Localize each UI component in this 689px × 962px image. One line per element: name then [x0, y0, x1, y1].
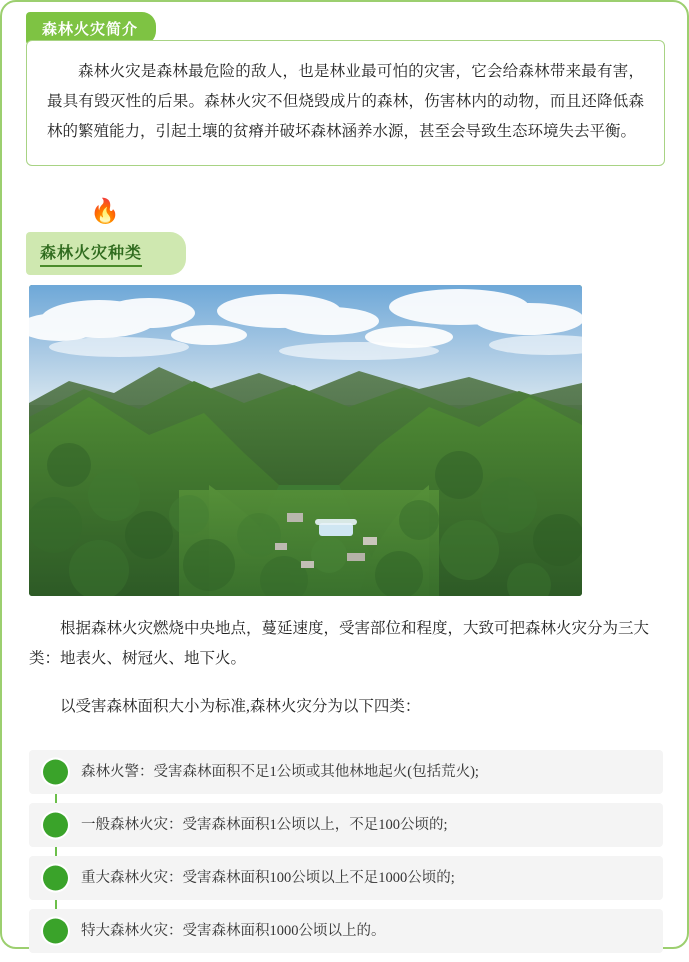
- forest-photo: [29, 285, 582, 596]
- fire-icon: 🔥: [90, 198, 120, 225]
- bullet-icon: [43, 919, 68, 944]
- types-paragraph-1: 根据森林火灾燃烧中央地点，蔓延速度，受害部位和程度，大致可把森林火灾分为三大类：地表火、树冠火、地下火。: [29, 620, 650, 667]
- list-item: [29, 856, 663, 900]
- bullet-icon: [43, 866, 68, 891]
- types-section-tab: [26, 232, 186, 275]
- intro-section-tab: 森林火灾简介: [26, 12, 156, 45]
- bullet-icon: [43, 760, 68, 785]
- types-section-tab-label: 森林火灾种类: [40, 240, 142, 267]
- list-item-label: 一般森林火灾：受害森林面积1公顷以上，不足100公顷的;: [81, 817, 448, 833]
- list-item: [29, 909, 663, 953]
- fire-category-list: [29, 750, 663, 962]
- bullet-icon: [43, 813, 68, 838]
- types-paragraph-2: 以受害森林面积大小为标准,森林火灾分为以下四类：: [60, 698, 421, 715]
- list-item-label: 特大森林火灾：受害森林面积1000公顷以上的。: [81, 923, 386, 939]
- list-item-label: 重大森林火灾：受害森林面积100公顷以上不足1000公顷的;: [81, 870, 455, 886]
- list-item-label: 森林火警：受害森林面积不足1公顷或其他林地起火(包括荒火);: [81, 764, 479, 780]
- list-item: [29, 750, 663, 794]
- intro-paragraph: 森林火灾是森林最危险的敌人，也是林业最可怕的灾害，它会给森林带来最有害，最具有毁灭性的后果。森林火灾不但烧毁成片的森林，伤害林内的动物，而且还降低森林的繁殖能力，引起土壤的贫瘠并破坏森林涵养水源，甚至会导致生态环境失去平衡。: [47, 63, 644, 140]
- intro-box: [26, 40, 665, 166]
- list-item: [29, 803, 663, 847]
